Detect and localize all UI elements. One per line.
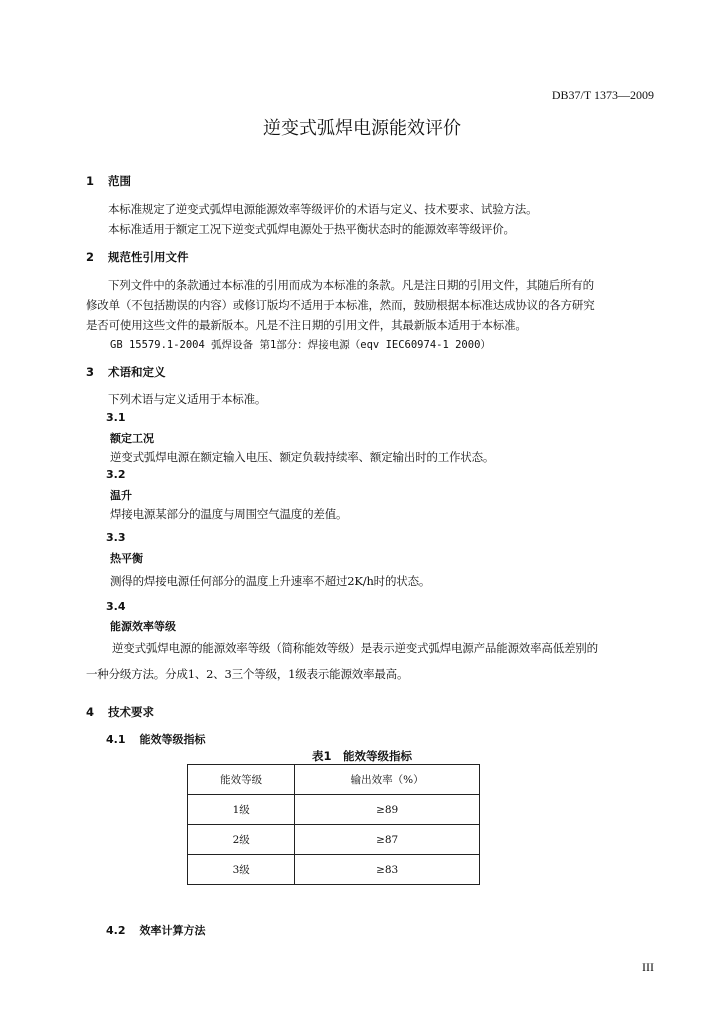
term-3-4-name: 能源效率等级 <box>110 620 176 633</box>
section-2-heading <box>86 249 189 265</box>
section-1-heading <box>86 173 131 189</box>
subsection-number: 4.1 <box>106 733 126 746</box>
standard-code: DB37/T 1373—2009 <box>551 88 654 102</box>
section-1-paragraph-1: 本标准规定了逆变式弧焊电源能源效率等级评价的术语与定义、技术要求、试验方法。 <box>108 202 538 216</box>
section-2-line-1: 下列文件中的条款通过本标准的引用而成为本标准的条款。凡是注日期的引用文件，其随后所有的 <box>108 278 594 292</box>
section-title: 技术要求 <box>108 705 154 719</box>
subsection-4-1-heading <box>106 731 206 747</box>
section-title: 规范性引用文件 <box>108 250 189 264</box>
term-3-1-number: 3.1 <box>106 411 126 424</box>
section-title: 范围 <box>108 174 131 188</box>
table-row <box>188 825 480 855</box>
term-3-3-definition: 测得的焊接电源任何部分的温度上升速率不超过2K/h时的状态。 <box>110 574 431 588</box>
table-header-row <box>188 765 480 795</box>
section-1-paragraph-2: 本标准适用于额定工况下逆变式弧焊电源处于热平衡状态时的能源效率等级评价。 <box>108 222 515 236</box>
header-output-efficiency: 输出效率（%） <box>295 765 480 795</box>
term-3-4-definition-line-1: 逆变式弧焊电源的能源效率等级（简称能效等级）是表示逆变式弧焊电源产品能源效率高低差别的 <box>112 641 598 655</box>
term-3-2-number: 3.2 <box>106 468 126 481</box>
term-3-2-name: 温升 <box>110 489 132 502</box>
subsection-title: 能效等级指标 <box>139 733 206 746</box>
header-grade: 能效等级 <box>188 765 295 795</box>
section-title: 术语和定义 <box>108 365 166 379</box>
subsection-number: 4.2 <box>106 924 126 937</box>
efficiency-cell: ≥89 <box>295 795 480 825</box>
table-row <box>188 795 480 825</box>
document-title: 逆变式弧焊电源能效评价 <box>263 118 461 139</box>
section-4-heading <box>86 704 154 720</box>
term-3-4-definition-line-2: 一种分级方法。分成1、2、3三个等级，1级表示能源效率最高。 <box>86 667 409 681</box>
efficiency-cell: ≥83 <box>295 855 480 885</box>
term-3-2-definition: 焊接电源某部分的温度与周围空气温度的差值。 <box>110 507 348 521</box>
section-number: 2 <box>86 250 95 264</box>
section-number: 3 <box>86 365 95 379</box>
term-3-1-definition: 逆变式弧焊电源在额定输入电压、额定负载持续率、额定输出时的工作状态。 <box>110 450 495 464</box>
term-3-3-name: 热平衡 <box>110 552 143 565</box>
grade-cell: 1级 <box>188 795 295 825</box>
grade-cell: 3级 <box>188 855 295 885</box>
section-number: 1 <box>86 174 95 188</box>
page-number: III <box>642 960 654 974</box>
section-3-heading <box>86 364 166 380</box>
section-2-line-3: 是否可使用这些文件的最新版本。凡是不注日期的引用文件，其最新版本适用于本标准。 <box>86 318 527 332</box>
subsection-title: 效率计算方法 <box>139 924 206 937</box>
table-row <box>188 855 480 885</box>
term-3-3-number: 3.3 <box>106 531 126 544</box>
grade-cell: 2级 <box>188 825 295 855</box>
section-3-intro: 下列术语与定义适用于本标准。 <box>108 392 267 406</box>
section-2-line-2: 修改单（不包括勘误的内容）或修订版均不适用于本标准，然而，鼓励根据本标准达成协议的各方研究 <box>86 298 595 312</box>
table-caption: 表1 能效等级指标 <box>311 749 412 763</box>
term-3-4-number: 3.4 <box>106 600 126 613</box>
term-3-1-name: 额定工况 <box>110 432 154 445</box>
energy-efficiency-grade-table <box>187 764 480 885</box>
normative-reference: GB 15579.1-2004 弧焊设备 第1部分：焊接电源（eqv IEC60974-1 2000） <box>110 339 491 351</box>
section-number: 4 <box>86 705 95 719</box>
subsection-4-2-heading <box>106 922 206 938</box>
efficiency-cell: ≥87 <box>295 825 480 855</box>
